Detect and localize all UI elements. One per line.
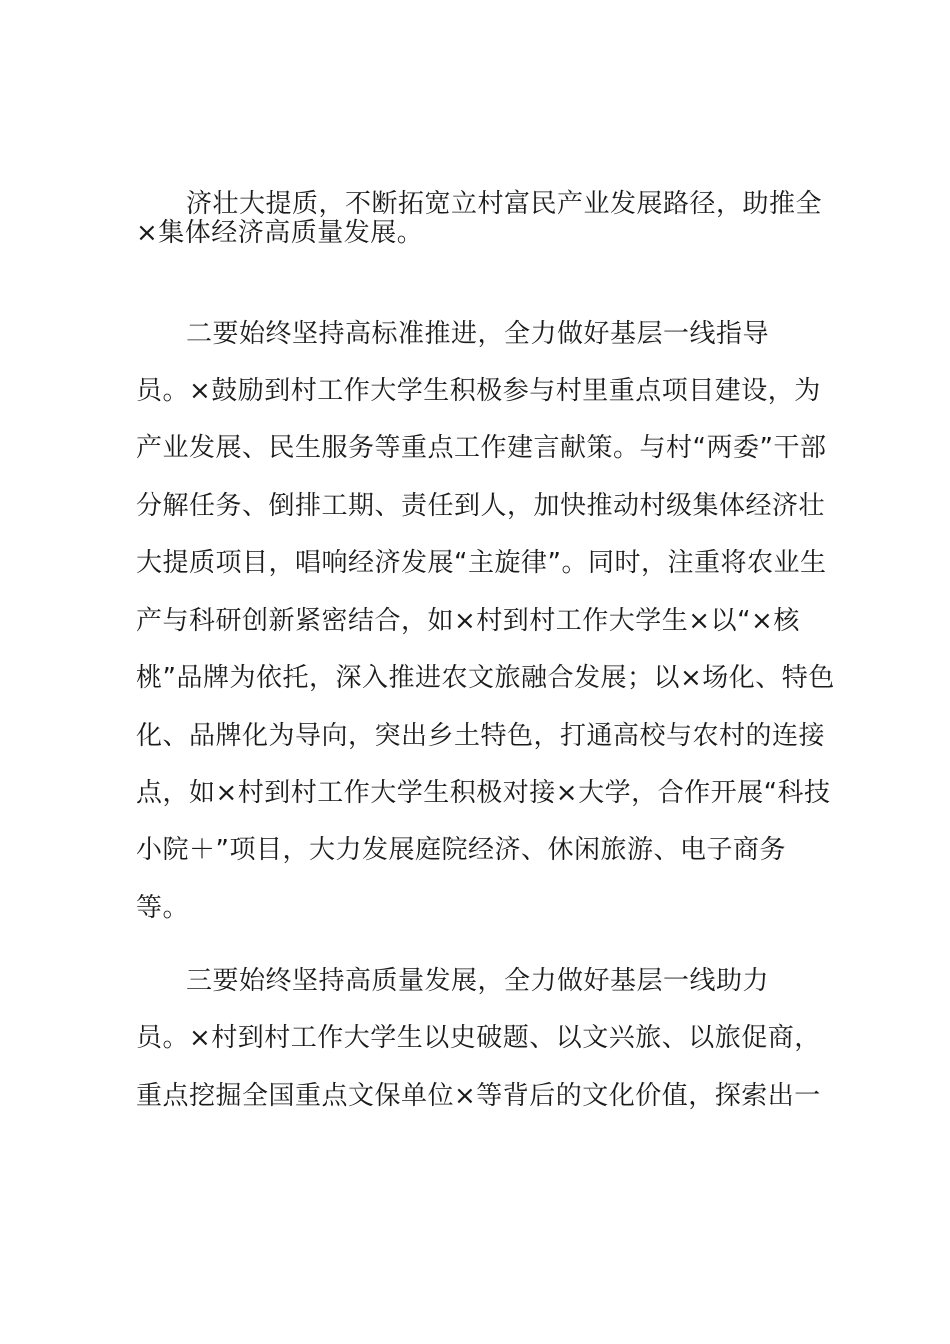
text-line: 三要始终坚持高质量发展，全力做好基层一线助力: [186, 966, 770, 996]
text-line: 济壮大提质，不断拓宽立村富民产业发展路径，助推全: [186, 189, 823, 219]
text-line: 分解任务、倒排工期、责任到人，加快推动村级集体经济壮: [136, 491, 826, 521]
text-line: 大提质项目，唱响经济发展“主旋律”。同时，注重将农业生: [136, 548, 827, 578]
text-line: 员。×村到村工作大学生以史破题、以文兴旅、以旅促商，: [136, 1023, 821, 1053]
text-line: ×集体经济高质量发展。: [136, 218, 424, 248]
text-line: 员。×鼓励到村工作大学生积极参与村里重点项目建设，为: [136, 376, 821, 406]
text-line: 等。: [136, 893, 190, 923]
text-line: 点，如×村到村工作大学生积极对接×大学，合作开展“科技: [136, 778, 831, 808]
text-line: 产业发展、民生服务等重点工作建言献策。与村“两委”干部: [136, 433, 827, 463]
text-line: 重点挖掘全国重点文保单位×等背后的文化价值，探索出一: [136, 1081, 821, 1111]
text-line: 产与科研创新紧密结合，如×村到村工作大学生×以“×核: [136, 606, 800, 636]
text-line: 桃”品牌为依托，深入推进农文旅融合发展；以×场化、特色: [136, 663, 835, 693]
text-line: 二要始终坚持高标准推进，全力做好基层一线指导: [186, 319, 770, 349]
text-line: 小院＋”项目，大力发展庭院经济、休闲旅游、电子商务: [136, 835, 786, 865]
text-line: 化、品牌化为导向，突出乡土特色，打通高校与农村的连接: [136, 721, 826, 751]
